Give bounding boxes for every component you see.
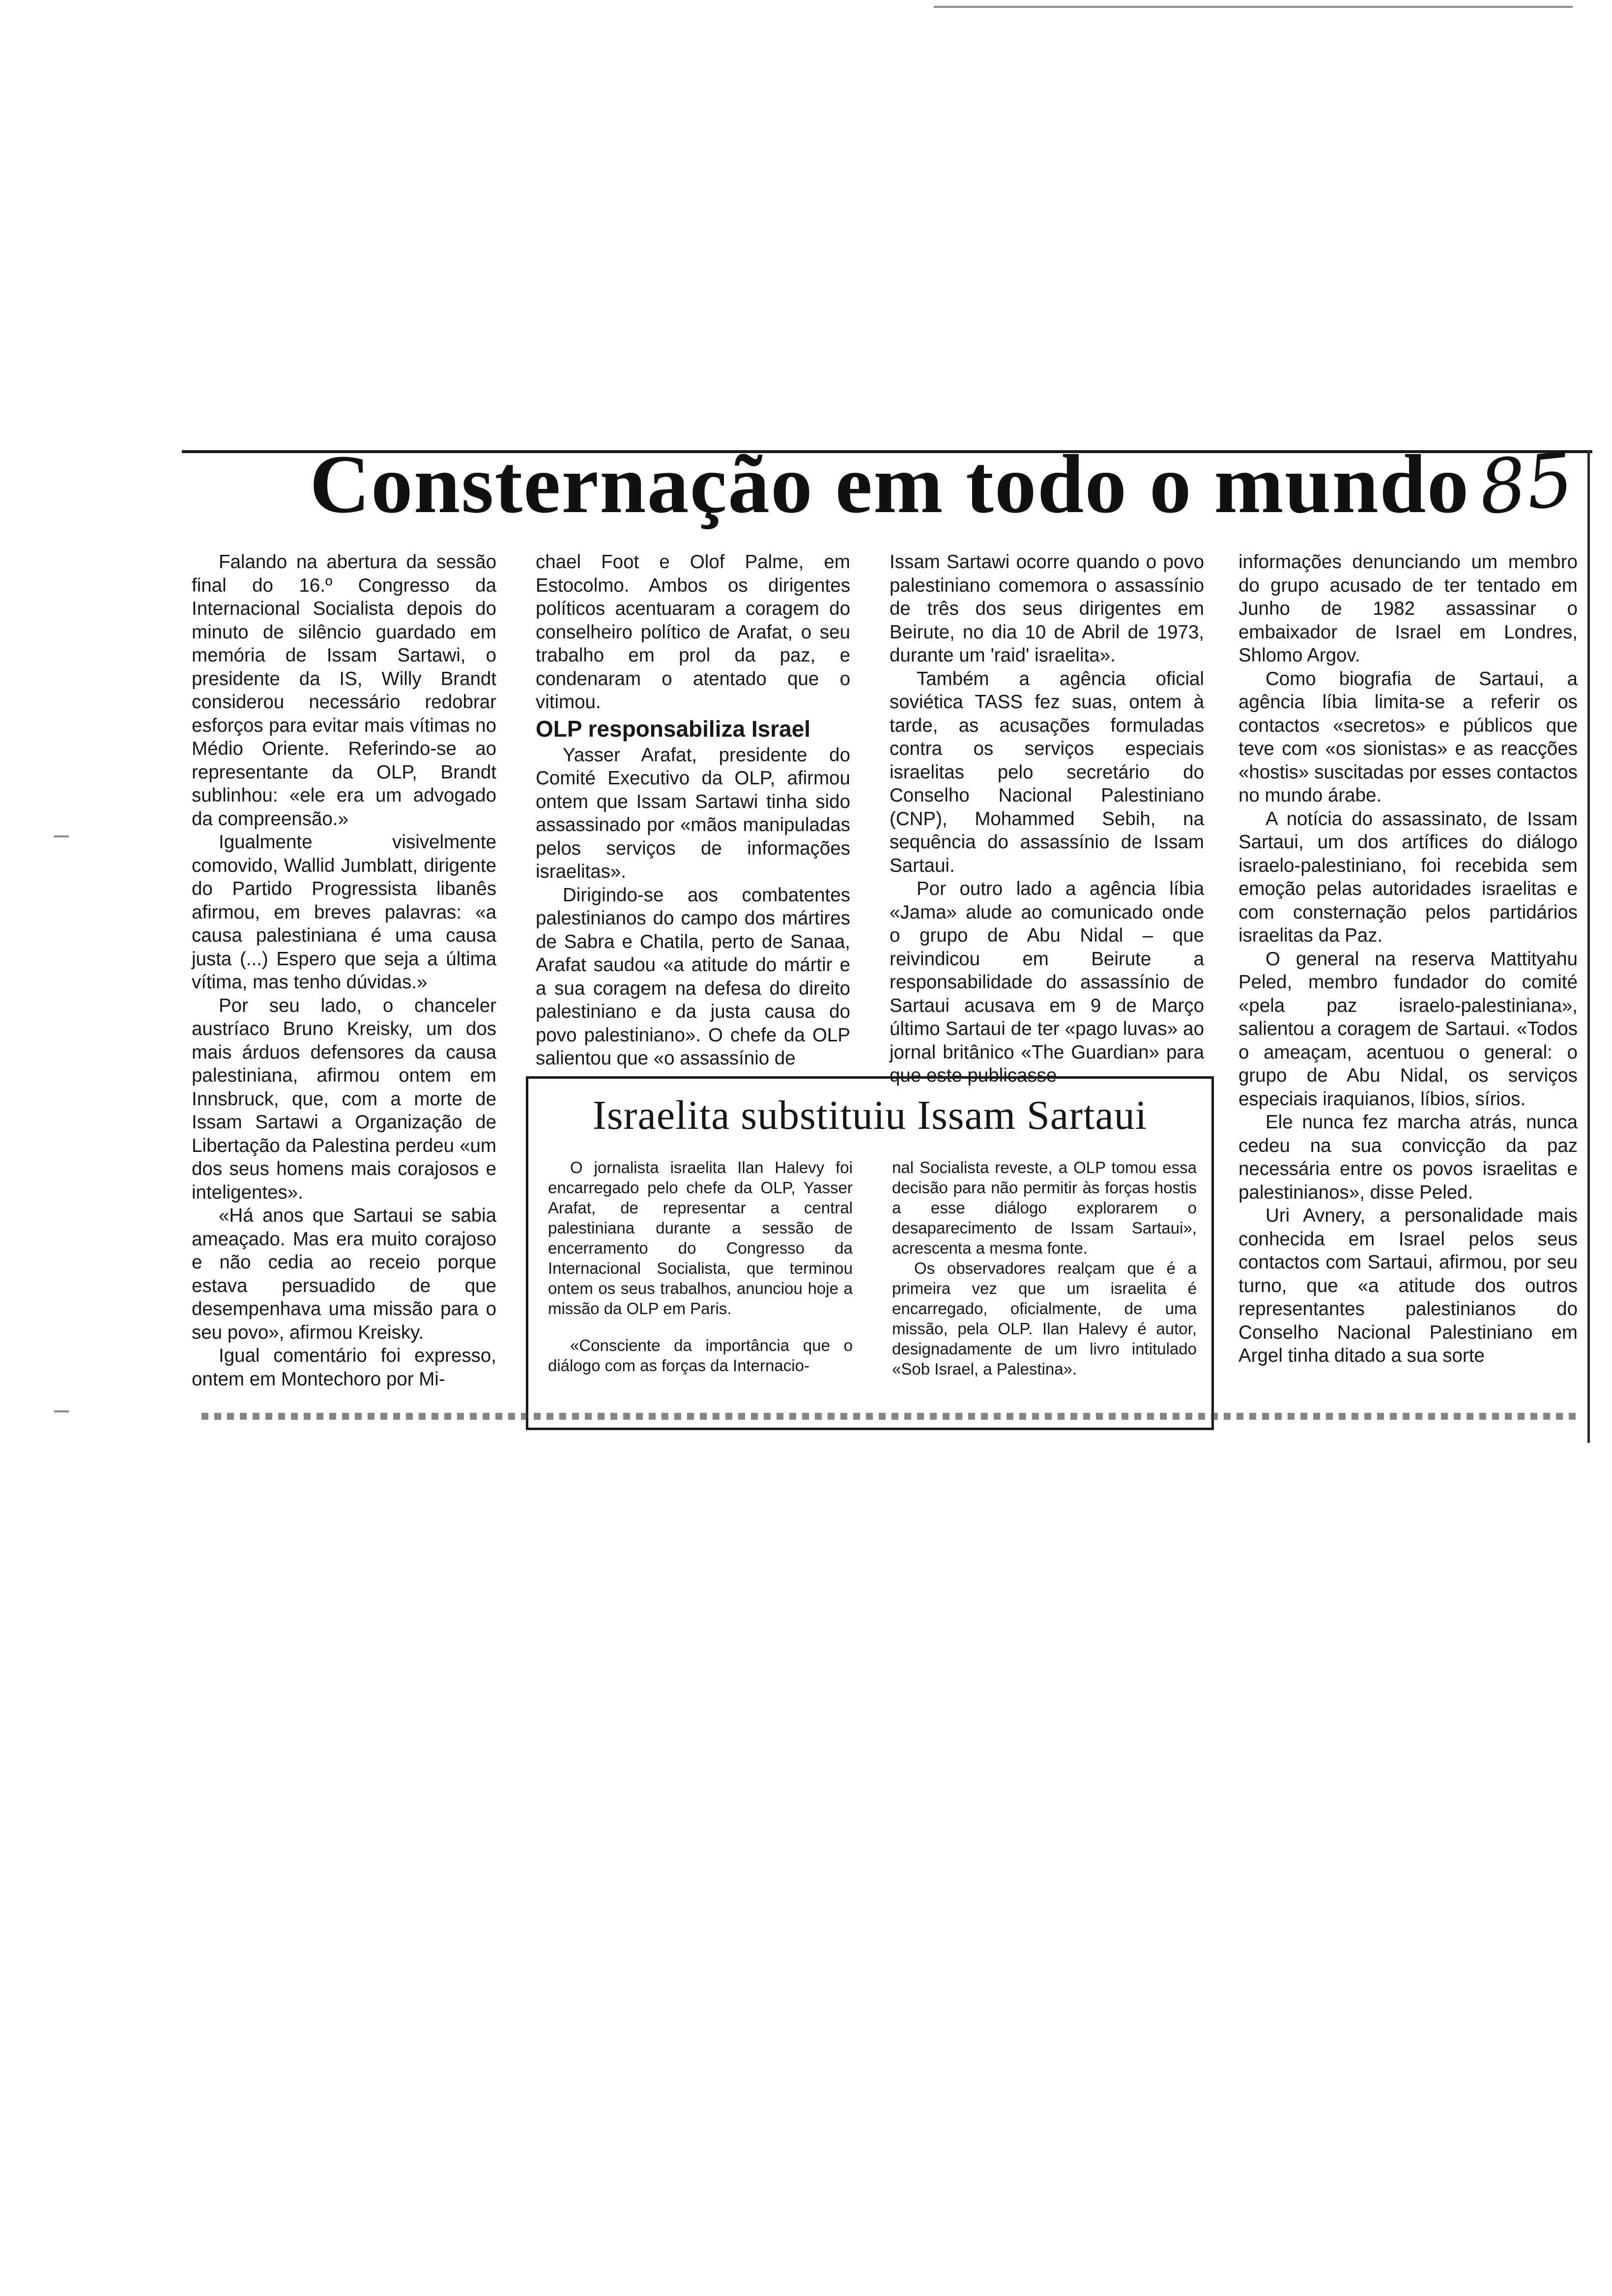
paragraph: «Consciente da importância que o diálogo com as forças da Internacio- (548, 1336, 853, 1375)
paragraph: Dirigindo-se aos combatentes palestinianos do campo dos mártires de Sabra e Chatila, perto de Sanaa, Arafat saudou «a atitude do mártir e a sua coragem na defesa do direito palestiniano e da justa causa do povo palestiniano». O chefe da OLP salientou que «o assassínio de (536, 884, 850, 1069)
paragraph: Uri Avnery, a personalidade mais conhecida em Israel pelos seus contactos com Sartaui, afirmou, por seu turno, que «a atitude dos outros representantes palestinianos do Conselho Nacional Palestiniano em Argel tinha ditado a sua sorte (1238, 1205, 1578, 1366)
paragraph: A notícia do assassinato, de Issam Sartaui, um dos artífices do diálogo israelo-palestiniano, foi recebida sem emoção pelas autoridades israelitas e com consternação pelos partidários israelitas da Paz. (1238, 808, 1578, 946)
paragraph: Igual comentário foi expresso, ontem em Montechoro por Mi- (192, 1345, 496, 1390)
box-column-1 (548, 1157, 853, 1376)
paragraph: nal Socialista reveste, a OLP tomou essa decisão para não permitir às forças hostis a esse diálogo explorarem o desaparecimento de Issam Sartaui», acrescenta a mesma fonte. (892, 1158, 1197, 1257)
box-title: Israelita substituiu Issam Sartaui (592, 1092, 1148, 1138)
paragraph: Igualmente visivelmente comovido, Wallid Jumblatt, dirigente do Partido Progressista libanês afirmou, em breves palavras: «a causa palestiniana é uma causa justa (...) Espero que seja a última vítima, mas tenho dúvidas.» (192, 832, 496, 993)
paragraph: Também a agência oficial soviética TASS fez suas, ontem à tarde, as acusações formuladas contra os serviços especiais israelitas pelo secretário do Conselho Nacional Palestiniano (CNP), Mohammed Sebih, na sequência do assassínio de Issam Sartaui. (890, 668, 1204, 876)
column-rule-right (1587, 450, 1590, 1443)
paragraph: Como biografia de Sartaui, a agência líbia limita-se a referir os contactos «secretos» e públicos que teve com «os sionistas» e as reacções «hostis» suscitadas por esses contactos no mundo árabe. (1238, 668, 1578, 806)
article-column-4 (1238, 550, 1578, 1368)
paragraph: Ele nunca fez marcha atrás, nunca cedeu na sua convicção da paz necessária entre os povos israelitas e palestinianos», disse Peled. (1238, 1112, 1578, 1203)
box-column-2 (892, 1157, 1197, 1379)
subheading: OLP responsabiliza Israel (536, 716, 811, 742)
paragraph: informações denunciando um membro do grupo acusado de ter tentado em Junho de 1982 assassinar o embaixador de Israel em Londres, Shlomo Argov. (1238, 551, 1578, 666)
paragraph: Por seu lado, o chanceler austríaco Bruno Kreisky, um dos mais árduos defensores da causa palestiniana, afirmou ontem em Innsbruck, que, com a morte de Issam Sartawi a Organização de Libertação da Palestina perdeu «um dos seus homens mais corajosos e inteligentes». (192, 995, 496, 1203)
paragraph: Yasser Arafat, presidente do Comité Executivo da OLP, afirmou ontem que Issam Sartawi tinha sido assassinado por «mãos manipuladas pelos serviços de informações israelitas». (536, 744, 850, 882)
paragraph: Por outro lado a agência líbia «Jama» alude ao comunicado onde o grupo de Abu Nidal – que reivindicou em Beirute a responsabilidade do assassínio de Sartaui acusava em 9 de Março último Sartaui de ter «pago luvas» ao jornal britânico «The Guardian» para que este publicasse (890, 878, 1204, 1086)
sidebar-box (526, 1076, 1214, 1430)
headline: Consternação em todo o mundo (310, 438, 1470, 530)
article-column-3 (890, 550, 1204, 1088)
scan-mark-top (934, 6, 1573, 8)
newspaper-clipping (182, 423, 1592, 1494)
paragraph: Issam Sartawi ocorre quando o povo palestiniano comemora o assassínio de três dos seus dirigentes em Beirute, no dia 10 de Abril de 1973, durante um 'raid' israelita». (890, 551, 1204, 666)
paragraph: Os observadores realçam que é a primeira vez que um israelita é encarregado, oficialmente, de uma missão, pela OLP. Ilan Halevy é autor, designadamente de um livro intitulado «Sob Israel, a Palestina». (892, 1259, 1197, 1378)
paragraph: chael Foot e Olof Palme, em Estocolmo. Ambos os dirigentes políticos acentuaram a coragem do conselheiro político de Arafat, o seu trabalho em prol da paz, e condenaram o atentado que o vitimou. (536, 551, 850, 713)
paragraph: O general na reserva Mattityahu Peled, membro fundador do comité «pela paz israelo-palestiniana», salientou a coragem de Sartaui. «Todos o ameaçam, acentuou o general: o grupo de Abu Nidal, os serviços especiais iraquianos, líbios, sírios. (1238, 948, 1578, 1110)
handwritten-annotation: 85 (1475, 436, 1578, 532)
article-column-1 (192, 550, 496, 1391)
paragraph: O jornalista israelita Ilan Halevy foi encarregado pelo chefe da OLP, Yasser Arafat, de representar a central palestiniana durante a sessão de encerramento do Congresso da Internacional Socialista, que terminou ontem os seus trabalhos, anunciou hoje a missão da OLP em Paris. (548, 1158, 853, 1318)
scan-mark-left (54, 835, 69, 837)
article-column-2 (536, 550, 850, 1070)
paragraph: Falando na abertura da sessão final do 16.º Congresso da Internacional Socialista depois do minuto de silêncio guardado em memória de Issam Sartawi, o presidente da IS, Willy Brandt considerou necessário redobrar esforços para evitar mais vítimas no Médio Oriente. Referindo-se ao representante da OLP, Brandt sublinhou: «ele era um advogado da compreensão.» (192, 551, 496, 830)
scan-mark-left-lower (54, 1410, 69, 1412)
scan-edge-noise (202, 1413, 1578, 1420)
paragraph: «Há anos que Sartaui se sabia ameaçado. Mas era muito corajoso e não cedia ao receio porque estava persuadido de que desempenhava uma missão para o seu povo», afirmou Kreisky. (192, 1205, 496, 1343)
